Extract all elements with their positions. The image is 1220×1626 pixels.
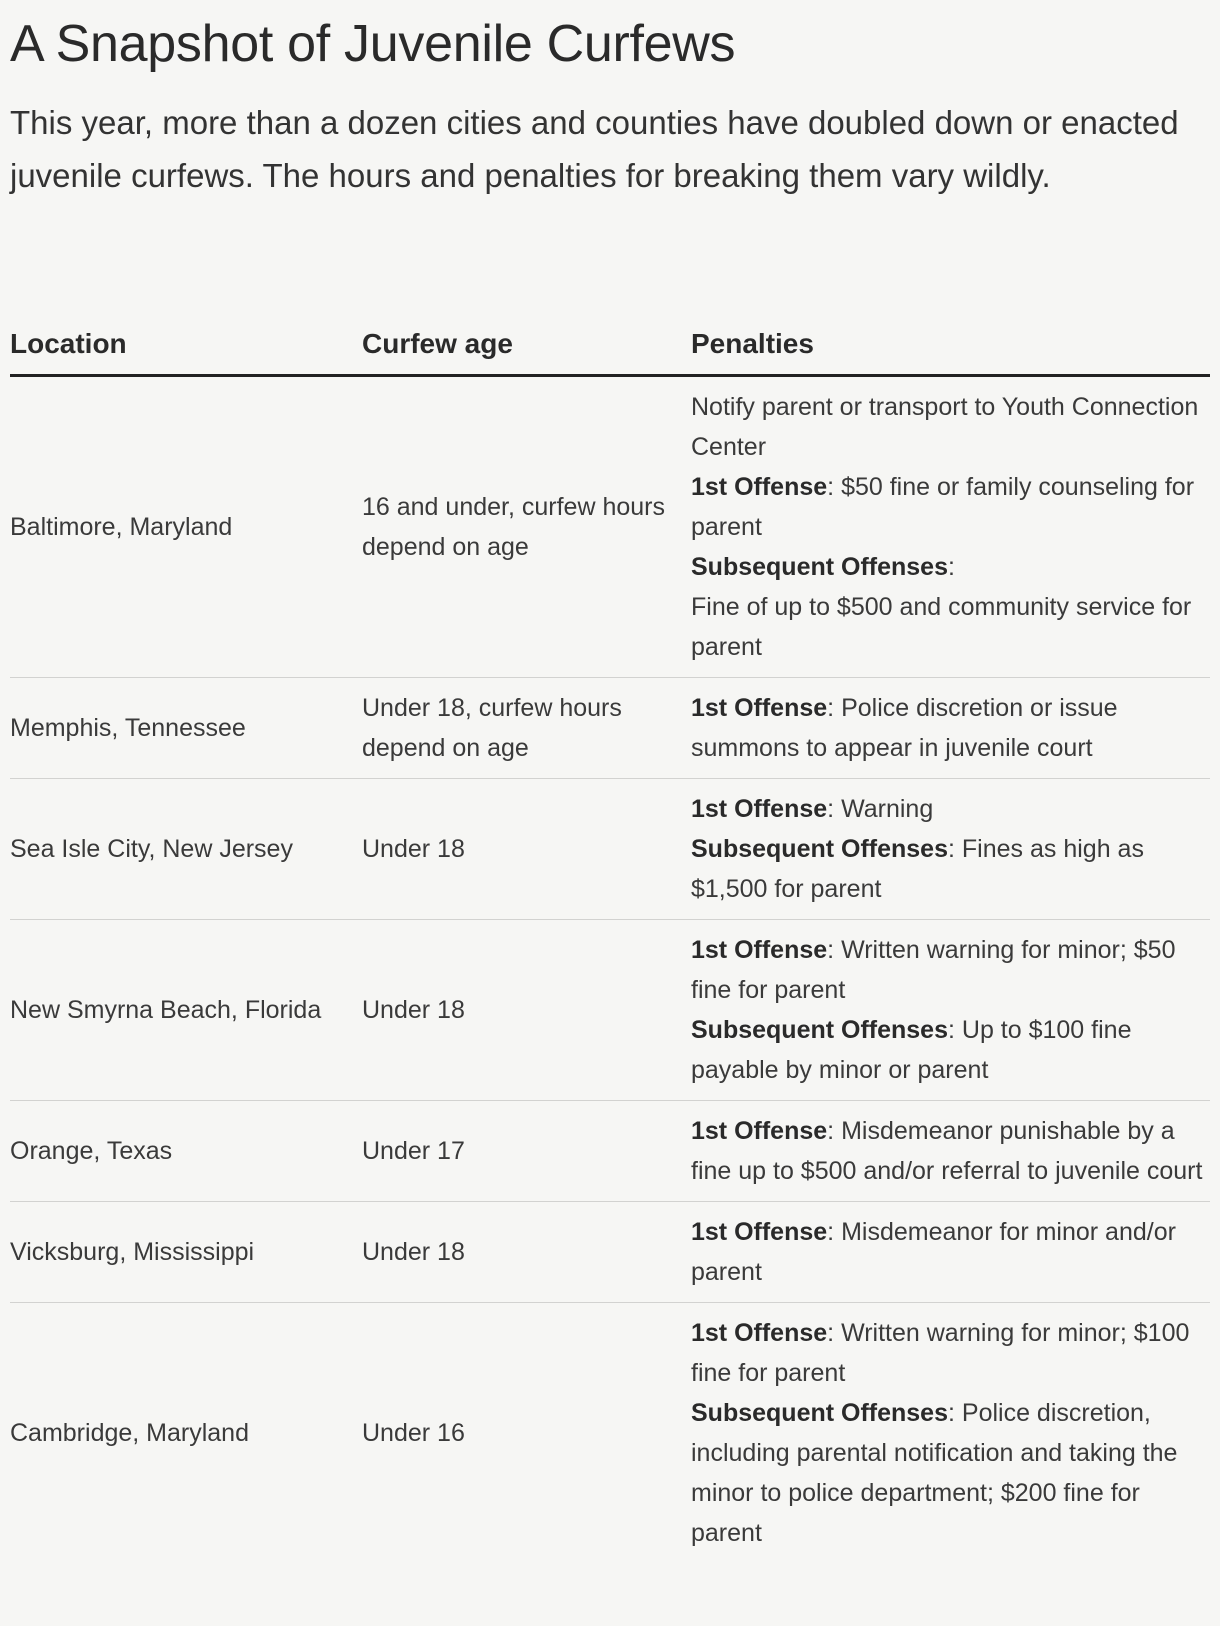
penalty-text: Police discretion, including parental notification and taking the minor to police department; $200 fine for parent xyxy=(691,1399,1178,1547)
table-row xyxy=(10,1202,1210,1303)
table-body xyxy=(10,376,1210,1564)
penalty-text: Fines as high as $1,500 for parent xyxy=(691,835,1144,903)
penalty-separator: : xyxy=(948,1399,955,1427)
penalty-text: Up to $100 fine payable by minor or parent xyxy=(691,1016,1132,1084)
penalty-separator: : xyxy=(827,936,835,964)
column-header-location: Location xyxy=(10,318,362,376)
cell-location: Sea Isle City, New Jersey xyxy=(10,779,362,920)
penalty-label: Subsequent Offenses xyxy=(691,835,948,863)
penalty-separator: : xyxy=(827,473,835,501)
penalty-label: 1st Offense xyxy=(691,936,828,964)
cell-location: Cambridge, Maryland xyxy=(10,1419,249,1447)
table-header-row xyxy=(10,318,1210,376)
table-row xyxy=(10,779,1210,920)
penalty-line xyxy=(691,587,1210,667)
penalty-label: 1st Offense xyxy=(691,1117,828,1145)
penalty-line xyxy=(691,547,1210,587)
cell-location: Vicksburg, Mississippi xyxy=(10,1202,362,1303)
cell-curfew-age: Under 18 xyxy=(362,779,691,920)
penalty-text: $50 fine or family counseling for parent xyxy=(691,473,1195,541)
column-header-penalties: Penalties xyxy=(691,318,1210,376)
penalty-label: Subsequent Offenses xyxy=(691,1016,948,1044)
cell-curfew-age: Under 18, curfew hours depend on age xyxy=(362,678,691,779)
table-row xyxy=(10,920,1210,1101)
penalty-label: 1st Offense xyxy=(691,473,828,501)
cell-penalties xyxy=(691,779,1210,920)
cell-penalties xyxy=(691,1202,1210,1303)
penalty-text: Misdemeanor for minor and/or parent xyxy=(691,1218,1176,1286)
penalty-separator: : xyxy=(827,1218,835,1246)
penalty-separator: : xyxy=(827,1117,835,1145)
penalty-label: 1st Offense xyxy=(691,694,828,722)
table-row xyxy=(10,678,1210,779)
penalty-text: Written warning for minor; $100 fine for parent xyxy=(691,1319,1190,1387)
cell-penalties xyxy=(691,1303,1210,1564)
cell-penalties xyxy=(691,678,1210,779)
cell-curfew-age: Under 16 xyxy=(362,1419,465,1447)
penalty-label: Subsequent Offenses xyxy=(691,1399,948,1427)
cell-curfew-age: Under 18 xyxy=(362,920,691,1101)
penalty-separator: : xyxy=(948,835,955,863)
table-row xyxy=(10,1303,1210,1564)
penalty-text: Fine of up to $500 and community service for parent xyxy=(691,593,1192,661)
penalty-text: Notify parent or transport to Youth Connection Center xyxy=(691,393,1199,461)
penalty-text: Police discretion or issue summons to appear in juvenile court xyxy=(691,694,1118,762)
penalty-line xyxy=(691,467,1210,547)
cell-location: Baltimore, Maryland xyxy=(10,376,362,678)
penalty-line xyxy=(691,789,1210,829)
penalty-line xyxy=(691,829,1210,909)
penalty-label: 1st Offense xyxy=(691,1218,828,1246)
cell-curfew-age: Under 18 xyxy=(362,1202,691,1303)
penalty-separator: : xyxy=(948,553,955,581)
penalty-separator: : xyxy=(827,795,835,823)
penalty-text: Misdemeanor punishable by a fine up to $500 and/or referral to juvenile court xyxy=(691,1117,1203,1185)
curfew-table xyxy=(10,318,1210,1563)
penalty-line xyxy=(691,387,1210,467)
cell-penalties xyxy=(691,1101,1210,1202)
cell-curfew-age: 16 and under, curfew hours depend on age xyxy=(362,376,691,678)
table-row xyxy=(10,1101,1210,1202)
penalty-separator: : xyxy=(948,1016,955,1044)
cell-penalties xyxy=(691,376,1210,678)
cell-location: Memphis, Tennessee xyxy=(10,678,362,779)
penalty-line xyxy=(691,1111,1210,1191)
penalty-line xyxy=(691,1010,1210,1090)
cell-location: Orange, Texas xyxy=(10,1101,362,1202)
page-title: A Snapshot of Juvenile Curfews xyxy=(10,15,736,73)
penalty-line xyxy=(691,1212,1210,1292)
penalty-label: 1st Offense xyxy=(691,1319,828,1347)
penalty-label: Subsequent Offenses xyxy=(691,553,948,581)
column-header-curfew-age: Curfew age xyxy=(362,318,691,376)
cell-penalties xyxy=(691,920,1210,1101)
penalty-line xyxy=(691,1313,1210,1393)
penalty-line xyxy=(691,930,1210,1010)
table-row xyxy=(10,376,1210,678)
penalty-line xyxy=(691,688,1210,768)
page-subtitle: This year, more than a dozen cities and counties have doubled down or enacted juvenile curfews. The hours and penalties for breaking them vary wildly. xyxy=(10,104,1179,194)
cell-location: New Smyrna Beach, Florida xyxy=(10,920,362,1101)
penalty-separator: : xyxy=(827,1319,835,1347)
penalty-label: 1st Offense xyxy=(691,795,828,823)
penalty-line xyxy=(691,1393,1210,1553)
penalty-separator: : xyxy=(827,694,835,722)
penalty-text: Warning xyxy=(834,795,934,823)
penalty-text: Written warning for minor; $50 fine for parent xyxy=(691,936,1176,1004)
cell-curfew-age: Under 17 xyxy=(362,1101,691,1202)
